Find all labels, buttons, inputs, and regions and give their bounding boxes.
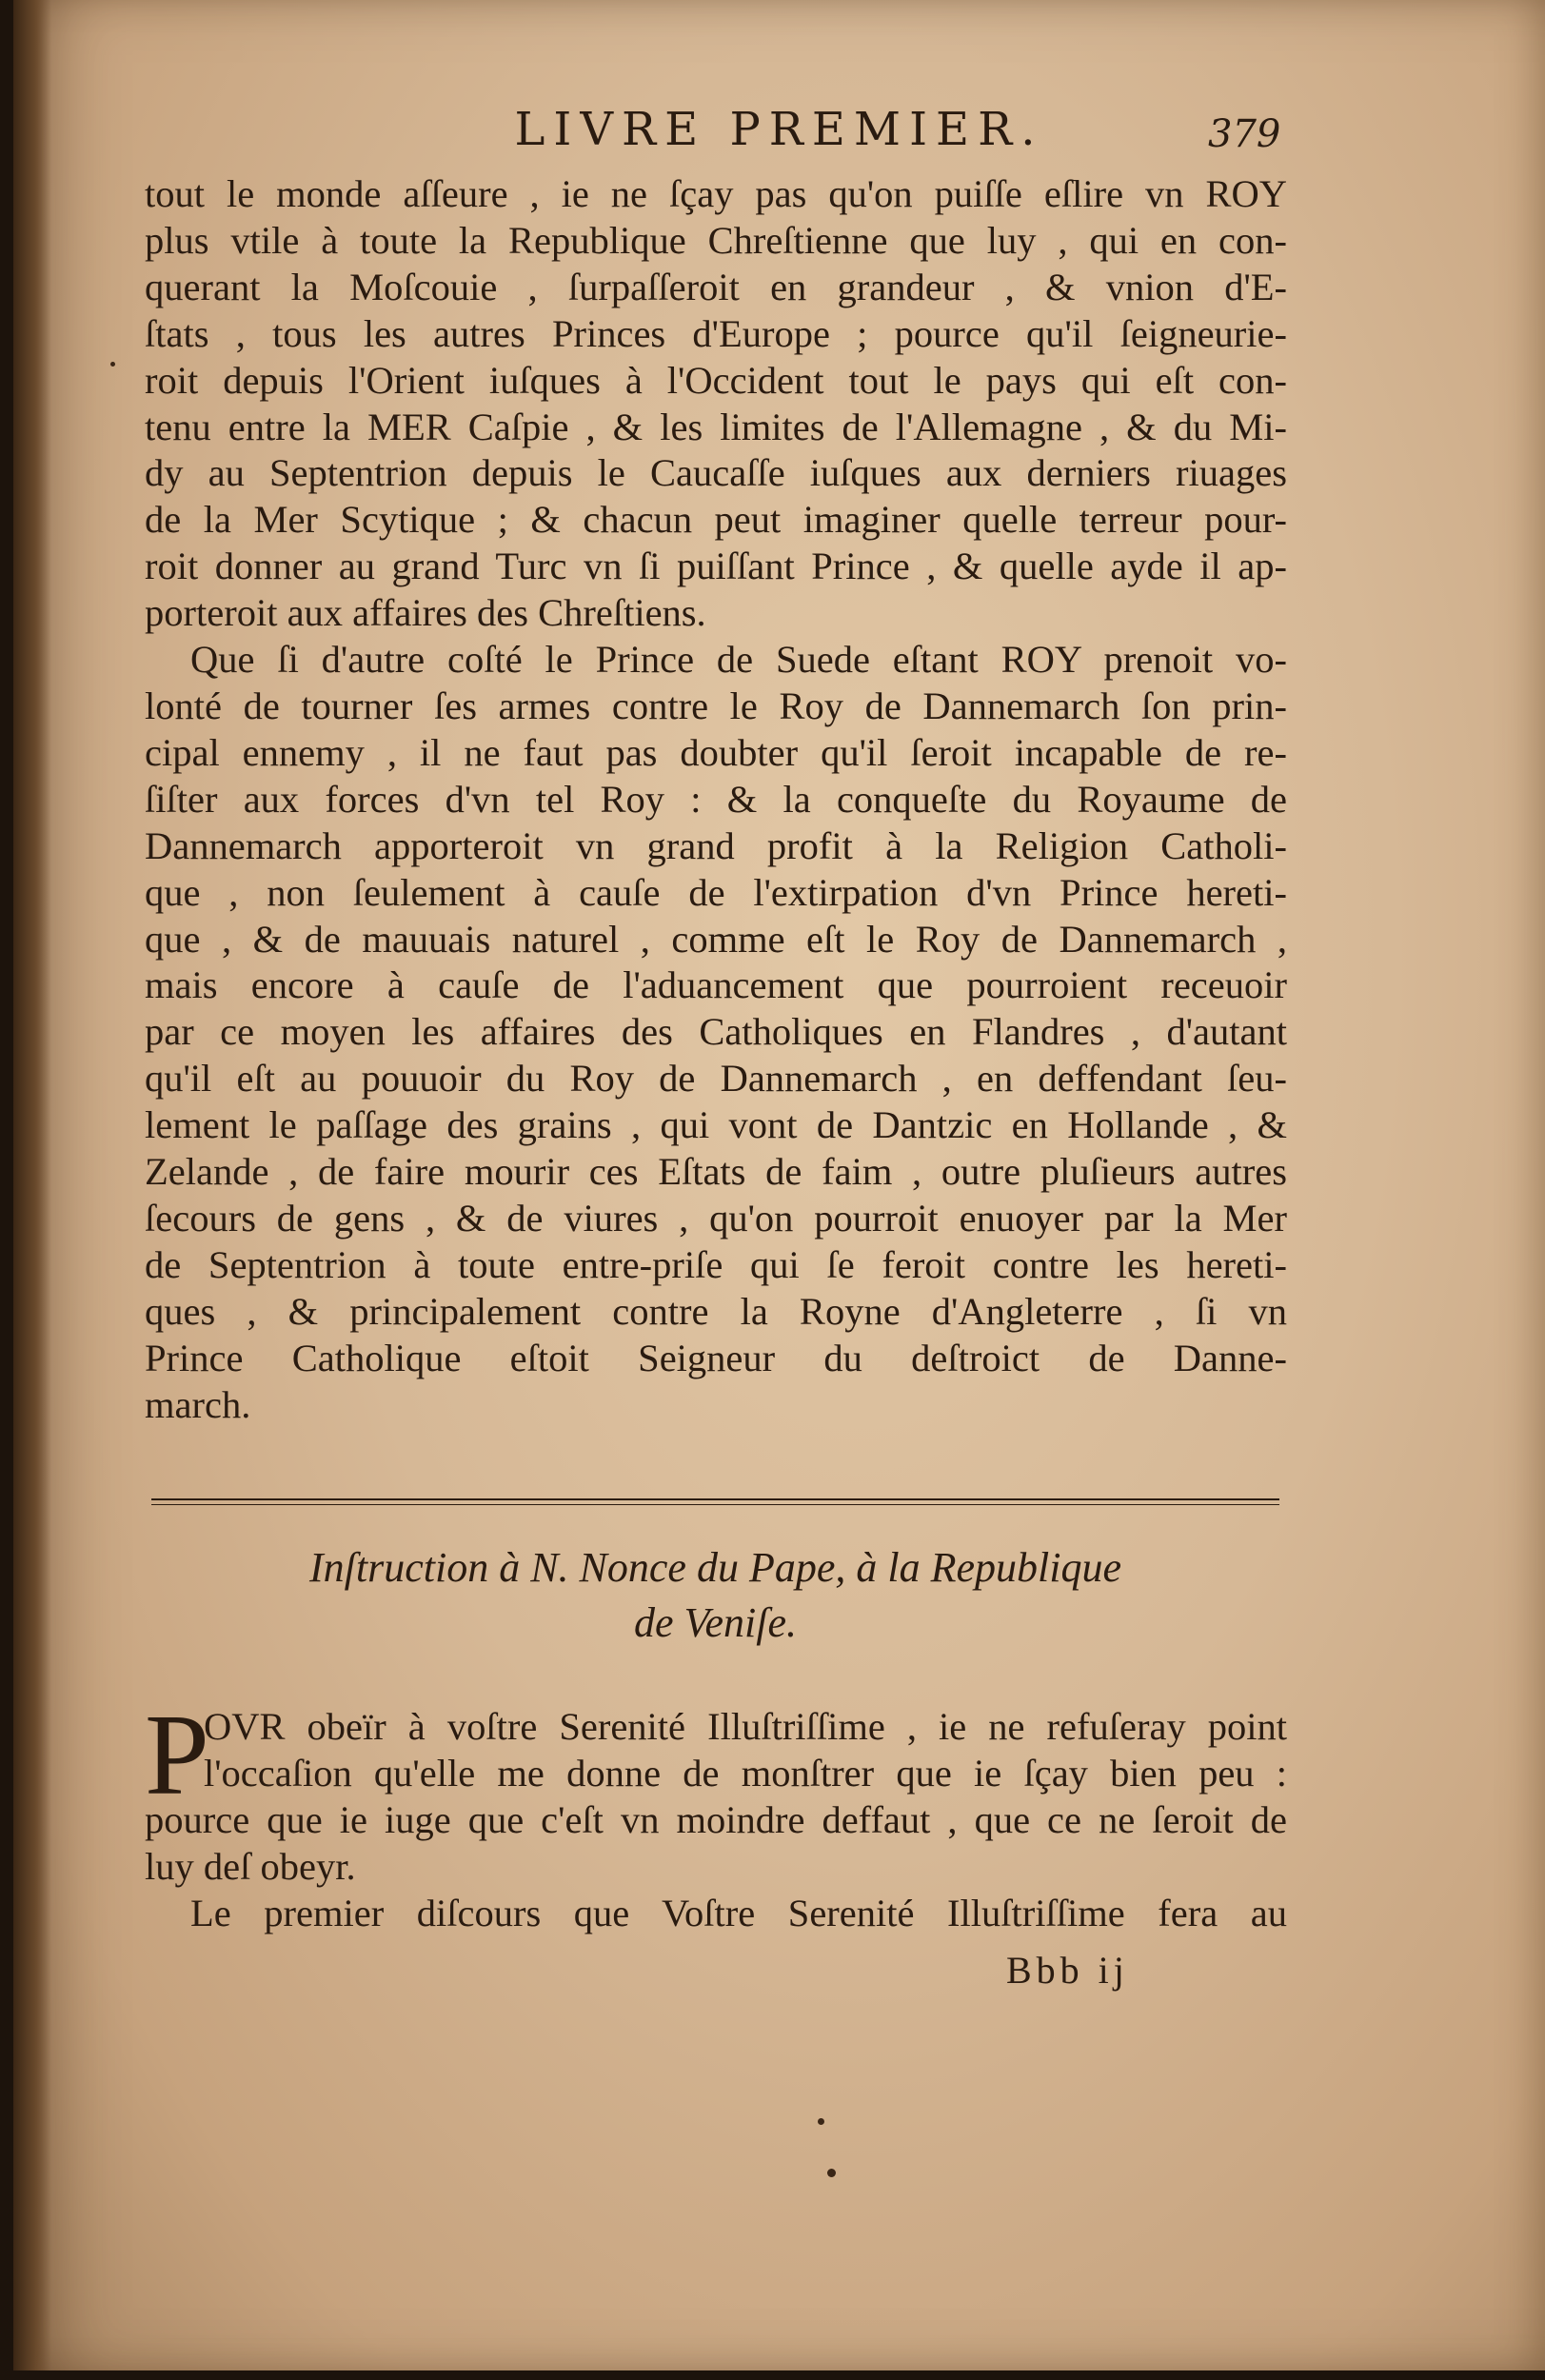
text-line: porteroit aux affaires des Chreſtiens. [145,591,706,635]
text-line: l'occaſion qu'elle me donne de monſtrer que ie ſçay bien peu : [204,1751,1287,1795]
text-line: ſtats , tous les autres Princes d'Europe ; pource qu'il ſeigneurie- [145,311,1287,355]
text-line: Zelande , de faire mourir ces Eſtats de faim , outre pluſieurs autres [145,1150,1287,1194]
book-page [13,0,1545,2370]
paragraph-4 [145,1891,1287,1937]
text-line: OVR obeïr à voſtre Serenité Illuſtriſſime , ie ne refuſeray point [204,1705,1287,1748]
text-line: querant la Moſcouie , ſurpaſſeroit en grandeur , & vnion d'E- [145,265,1287,308]
text-line: roit donner au grand Turc vn ſi puiſſant Prince , & quelle ayde il ap- [145,545,1287,588]
text-line: luy deſ obeyr. [145,1844,356,1888]
paragraph-1 [145,171,1287,637]
text-line: Le premier diſcours que Voſtre Serenité Illuſtriſſime fera au [190,1891,1287,1934]
text-line: Prince Catholique eſtoit Seigneur du deſtroict de Danne- [145,1336,1287,1379]
text-line: march. [145,1382,251,1426]
ink-speck [110,362,115,367]
page-number: 379 [1208,112,1281,156]
text-line: ſiſter aux forces d'vn tel Roy : & la conqueſte du Royaume de [145,777,1287,821]
text-line: pource que ie iuge que c'eſt vn moindre deffaut , que ce ne ſeroit de [145,1797,1287,1841]
drop-cap: P [145,1691,209,1819]
text-line: dy au Septentrion depuis le Caucaſſe iuſques aux derniers riuages [145,451,1287,495]
text-line: roit depuis l'Orient iuſques à l'Occident tout le pays qui eſt con- [145,358,1287,402]
instruction-text [145,1691,1287,1937]
text-line: qu'il eſt au pouuoir du Roy de Dannemarch , en deffendant ſeu- [145,1057,1287,1101]
section-divider [151,1498,1279,1505]
text-line: que , non ſeulement à cauſe de l'extirpation d'vn Prince hereti- [145,870,1287,914]
binding-gutter [13,0,51,2370]
signature-mark: Bbb ij [1006,1949,1129,1992]
text-line: lonté de tourner ſes armes contre le Roy de Dannemarch ſon prin- [145,684,1287,727]
section-title-line: de Veniſe. [633,1599,798,1646]
text-line: de la Mer Scytique ; & chacun peut imaginer quelle terreur pour- [145,498,1287,542]
ink-speck [827,2169,836,2177]
text-line: lement le paſſage des grains , qui vont de Dantzic en Hollande , & [145,1103,1287,1147]
text-line: cipal ennemy , il ne faut pas doubter qu'il ſeroit incapable de re- [145,730,1287,774]
text-line: que , & de mauuais naturel , comme eſt le Roy de Dannemarch , [145,917,1287,961]
paragraph-2 [145,637,1287,1428]
text-line: tenu entre la MER Caſpie , & les limites de l'Allemagne , & du Mi- [145,405,1287,448]
paragraph-3 [145,1691,1287,1891]
text-line: ques , & principalement contre la Royne d'Angleterre , ſi vn [145,1289,1287,1333]
text-line: mais encore à cauſe de l'aduancement que pourroient receuoir [145,963,1287,1007]
section-title-line: Inſtruction à N. Nonce du Pape, à la Republique [309,1544,1121,1591]
running-head: LIVRE PREMIER. [514,103,1044,156]
text-line: de Septentrion à toute entre-priſe qui ſe feroit contre les hereti- [145,1242,1287,1286]
text-line: Dannemarch apporteroit vn grand profit à la Religion Catholi- [145,823,1287,867]
text-line: Que ſi d'autre coſté le Prince de Suede eſtant ROY prenoit vo- [190,638,1287,682]
text-line: plus vtile à toute la Republique Chreſtienne que luy , qui en con- [145,218,1287,262]
text-line: tout le monde aſſeure , ie ne ſçay pas qu'on puiſſe eſlire vn ROY [145,172,1287,215]
main-text [145,171,1287,1428]
ink-speck [818,2118,824,2125]
section-title [156,1540,1275,1651]
text-line: par ce moyen les affaires des Catholiques en Flandres , d'autant [145,1010,1287,1054]
text-line: ſecours de gens , & de viures , qu'on pourroit enuoyer par la Mer [145,1196,1287,1240]
